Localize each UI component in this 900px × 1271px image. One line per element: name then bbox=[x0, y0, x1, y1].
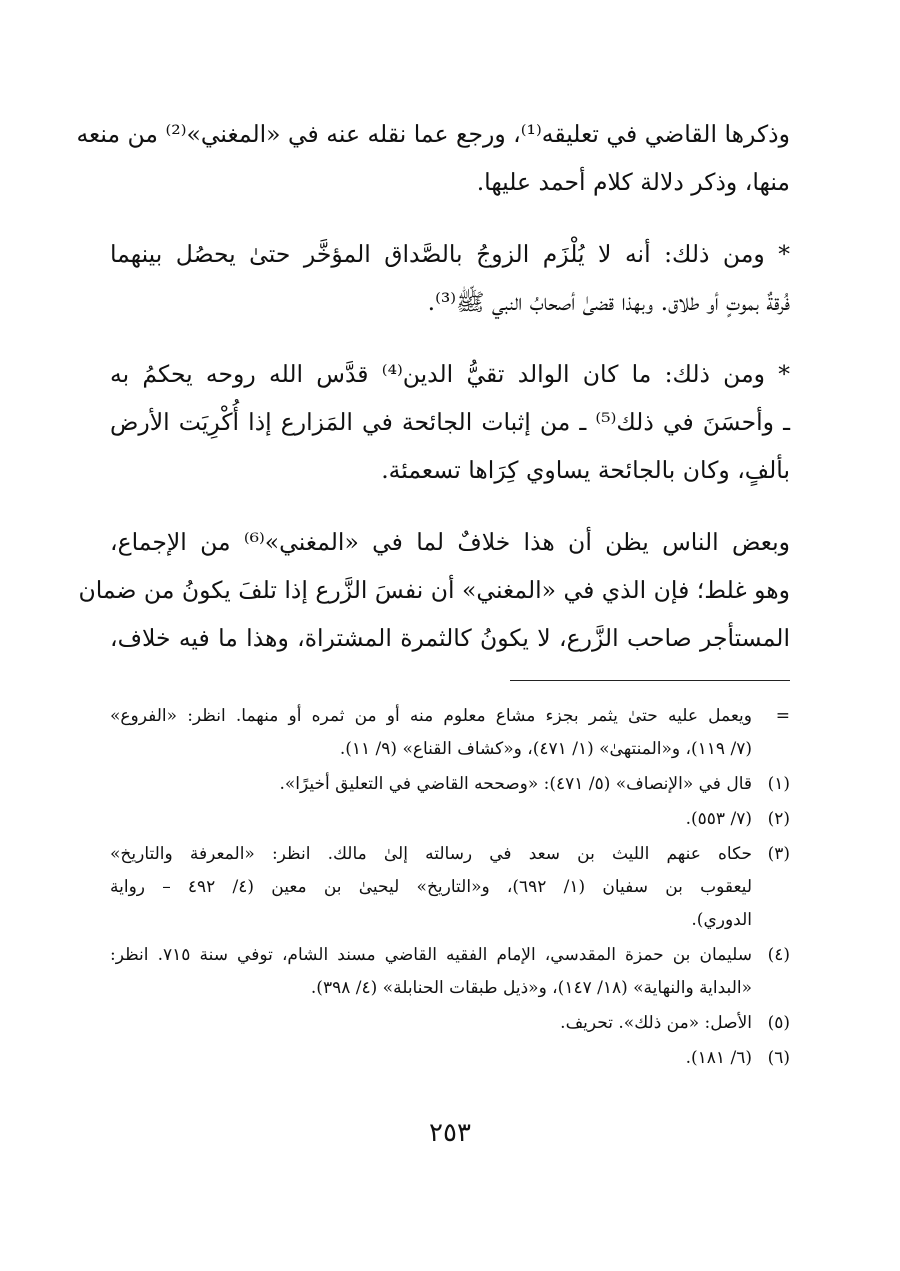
footnote-line: «البداية والنهاية» (١٨/ ١٤٧)، و«ذيل طبقات الحنابلة» (٤/ ٣٩٨). bbox=[310, 978, 752, 998]
text-line: وذكرها القاضي في تعليقه⁽¹⁾، ورجع عما نقله عنه في «المغني»⁽²⁾ من منعه bbox=[76, 120, 790, 148]
footnote-continuation bbox=[110, 700, 790, 766]
paragraph-1 bbox=[76, 110, 790, 206]
paragraph-4 bbox=[78, 518, 790, 662]
text-line: وهو غلط؛ فإن الذي في «المغني» أن نفسَ الزَّرع إذا تلفَ يكونُ من ضمان bbox=[78, 576, 790, 604]
footnote-number: (١) bbox=[767, 774, 790, 794]
paragraph-2 bbox=[110, 230, 790, 326]
footnote-number: (٢) bbox=[767, 809, 790, 829]
text-line: المستأجر صاحب الزَّرع، لا يكونُ كالثمرة المشتراة، وهذا ما فيه خلاف، bbox=[110, 624, 790, 652]
page-number: ٢٥٣ bbox=[429, 1118, 471, 1148]
footnote-number: (٤) bbox=[767, 945, 790, 965]
text-line: بألفٍ، وكان بالجائحة يساوي كِرَاها تسعمئة. bbox=[381, 456, 790, 484]
footnote-line: ليعقوب بن سفيان (١/ ٦٩٢)، و«التاريخ» ليحيىٰ بن معين (٤/ ٤٩٢ – رواية bbox=[110, 877, 752, 897]
footnote-line: ويعمل عليه حتىٰ يثمر بجزء مشاع معلوم منه أو من ثمره أو منهما. انظر: «الفروع» bbox=[110, 706, 752, 726]
footnote-2 bbox=[110, 803, 790, 836]
text-line: منها، وذكر دلالة كلام أحمد عليها. bbox=[476, 168, 790, 196]
footnote-line: (٧/ ٥٥٣). bbox=[685, 809, 752, 829]
text-line: * ومن ذلك: ما كان الوالد تقيُّ الدين⁽⁴⁾ قدَّس الله روحه يحكمُ به bbox=[110, 360, 790, 388]
footnote-number: (٣) bbox=[767, 844, 790, 864]
footnote-5 bbox=[110, 1007, 790, 1040]
footnote-line: سليمان بن حمزة المقدسي، الإمام الفقيه القاضي مسند الشام، توفي سنة ٧١٥. انظر: bbox=[110, 945, 752, 965]
text-line: * ومن ذلك: أنه لا يُلْزَم الزوجُ بالصَّداق المؤخَّر حتىٰ يحصُل بينهما bbox=[110, 240, 790, 268]
paragraph-3 bbox=[110, 350, 790, 494]
footnote-marker: = bbox=[775, 706, 790, 726]
text-line: فُرقةٌ بموتٍ أو طلاق. وبهذا قضىٰ أصحابُ النبي ﷺ⁽³⁾. bbox=[427, 288, 790, 316]
footnote-line: الأصل: «من ذلك». تحريف. bbox=[560, 1013, 752, 1033]
main-text bbox=[76, 110, 791, 686]
footnote-line: (٦/ ١٨١). bbox=[685, 1048, 752, 1068]
footnotes bbox=[110, 700, 790, 1077]
footnote-line: (٧/ ١١٩)، و«المنتهىٰ» (١/ ٤٧١)، و«كشاف القناع» (٩/ ١١). bbox=[339, 739, 752, 759]
footnote-1 bbox=[110, 768, 790, 801]
footnote-3 bbox=[110, 838, 790, 937]
footnote-6 bbox=[110, 1042, 790, 1075]
footnote-separator bbox=[510, 680, 790, 681]
footnote-number: (٥) bbox=[767, 1013, 790, 1033]
text-line: وبعض الناس يظن أن هذا خلافٌ لما في «المغني»⁽⁶⁾ من الإجماع، bbox=[110, 528, 790, 556]
text-line: ـ وأحسَنَ في ذلك⁽⁵⁾ ـ من إثبات الجائحة في المَزارع إذا أُكْرِيَت الأرض bbox=[110, 408, 791, 436]
footnote-line: قال في «الإنصاف» (٥/ ٤٧١): «وصححه القاضي في التعليق أخيرًا». bbox=[279, 774, 752, 794]
footnote-number: (٦) bbox=[767, 1048, 790, 1068]
footnote-line: حكاه عنهم الليث بن سعد في رسالته إلىٰ مالك. انظر: «المعرفة والتاريخ» bbox=[110, 844, 752, 864]
footnote-line: الدوري). bbox=[691, 910, 752, 930]
footnote-4 bbox=[110, 939, 790, 1005]
